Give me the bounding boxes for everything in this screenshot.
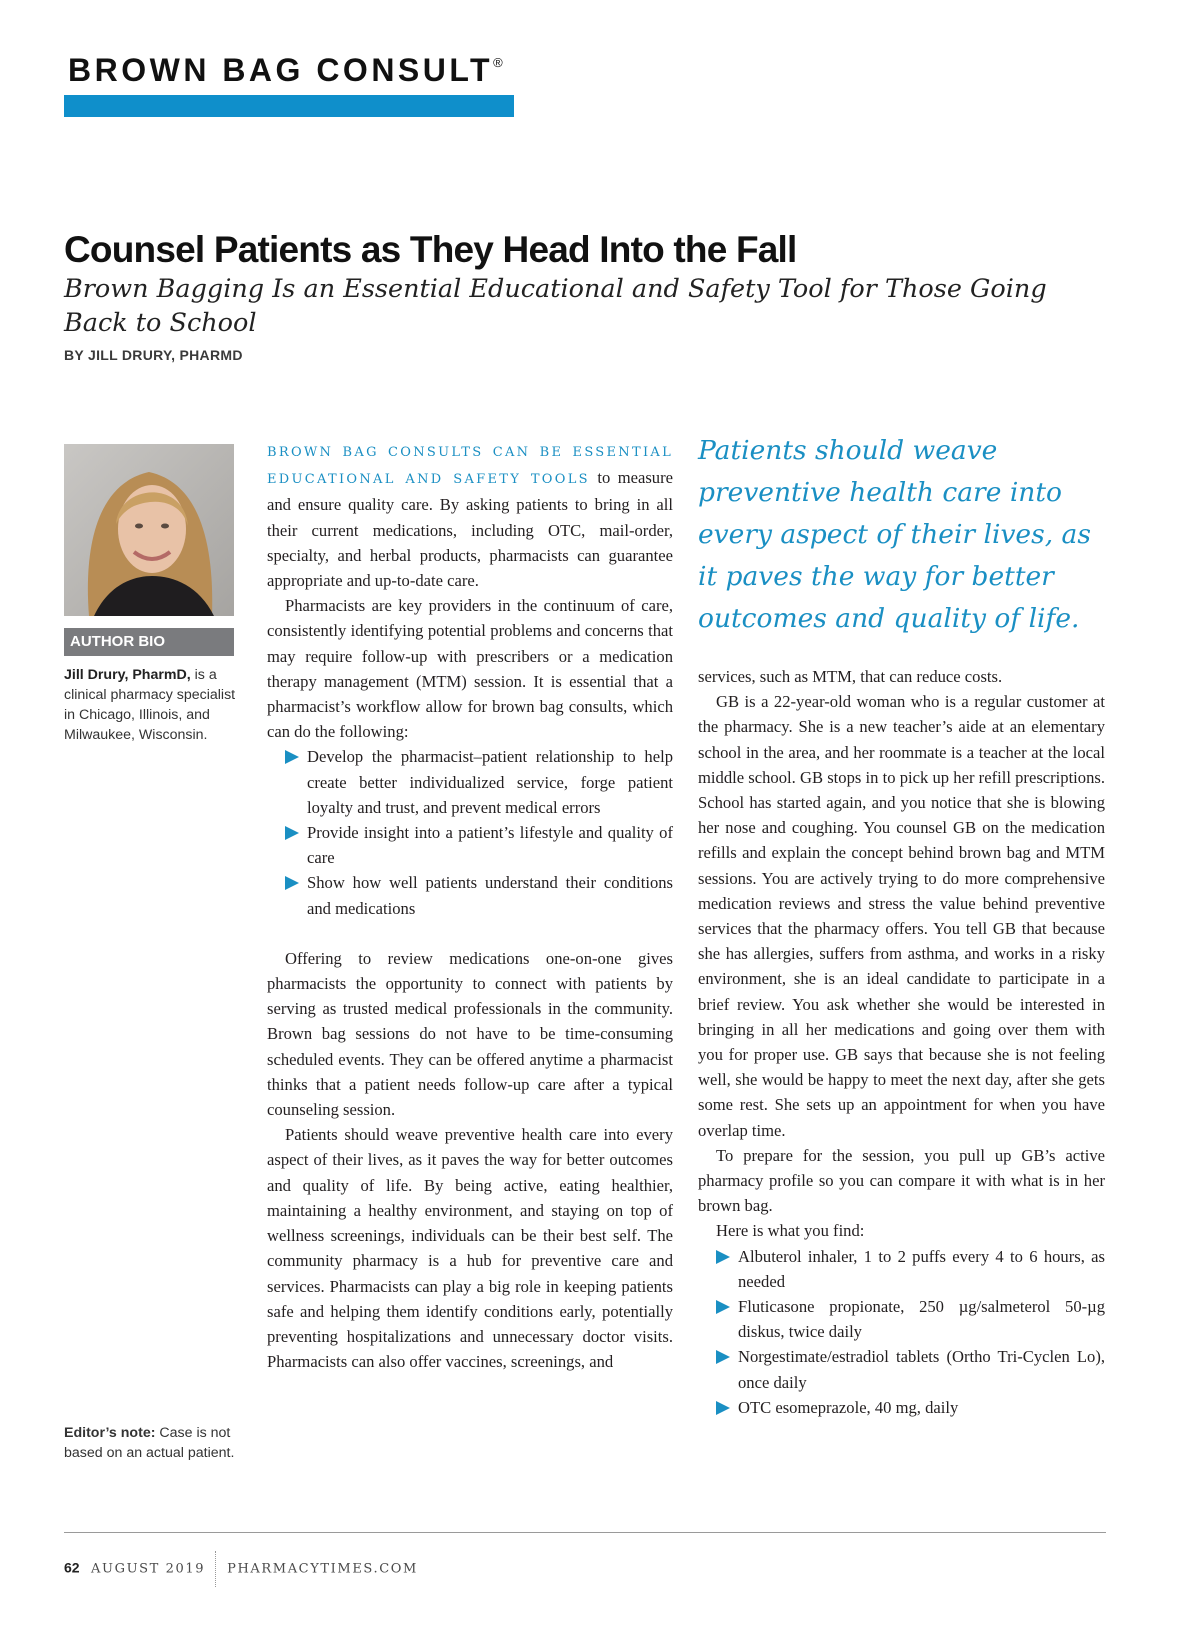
findings-intro: Here is what you find: (716, 1221, 865, 1241)
body-paragraph-6: To prepare for the session, you pull up GB’s active pharmacy profile so you can compare it with what is in her brown bag. (698, 1145, 1105, 1216)
footer-rule (64, 1532, 1106, 1533)
paragraph-1-text: to measure and ensure quality care. By asking patients to bring in all their current medications, including OTC, mail-order, specialty, and herbal products, pharmacists can guarantee appropriate and up-to-date care. (267, 468, 673, 591)
list-item (307, 870, 673, 920)
website: PHARMACYTIMES.COM (227, 1561, 418, 1577)
folio-divider (215, 1551, 217, 1587)
list-item (738, 1344, 1105, 1394)
triangle-bullet-icon (716, 1250, 730, 1264)
list-item (307, 820, 673, 870)
issue-date: AUGUST 2019 (91, 1561, 206, 1577)
body-paragraph-4-continued: services, such as MTM, that can reduce costs. (698, 667, 1003, 686)
medication-list (698, 1244, 1105, 1420)
body-column-2 (698, 664, 1105, 1420)
editor-note-label: Editor’s note: (64, 1425, 156, 1441)
body-paragraph-3: Offering to review medications one-on-one gives pharmacists the opportunity to connect with patients by serving as trusted medical professionals in the community. Brown bag sessions do not have to be time-consuming scheduled events. They can be offered anytime a pharmacist thinks that a patient needs follow-up care after a typical counseling session. (267, 948, 673, 1120)
article-subhead: Brown Bagging Is an Essential Educational and Safety Tool for Those Going Back to School (64, 274, 1047, 338)
list-item-text: Fluticasone propionate, 250 µg/salmeterol 50-µg diskus, twice daily (738, 1297, 1105, 1342)
body-paragraph-1 (267, 438, 673, 593)
kicker-text: BROWN BAG CONSULT (68, 52, 494, 88)
body-paragraph-2: Pharmacists are key providers in the continuum of care, consistently identifying potential problems and concerns that may require follow-up with prescribers or a medication therapy management (MTM) session. It is essential that a pharmacist’s workflow allow for brown bag consults, which can do the following: (267, 596, 673, 742)
list-item-text: OTC esomeprazole, 40 mg, daily (738, 1397, 959, 1417)
list-item-text: Albuterol inhaler, 1 to 2 puffs every 4 to 6 hours, as needed (738, 1246, 1105, 1291)
body-paragraph-5: GB is a 22-year-old woman who is a regular customer at the pharmacy. She is a new teacher’s aide at an elementary school in the area, and her roommate is a teacher at the local middle school. GB stops in to pick up her refill prescriptions. School has started again, and you notice that she is blowing her nose and coughing. You counsel GB on the medication refills and explain the concept behind brown bag and MTM sessions. You are actively trying to do more comprehensive medication reviews and stress the value behind preventive services that the pharmacy offers. You tell GB that because she has allergies, suffers from asthma, and works in a risky environment, she is an ideal candidate to participate in a brief review. You ask whether she would be interested in bringing in all her medications and going over them with you for proper use. GB says that because she is not feeling well, she would be happy to meet the next day, after she gets some rest. She sets up an appointment for when you have overlap time. (698, 692, 1105, 1140)
author-photo-illustration (64, 444, 234, 616)
triangle-bullet-icon (716, 1401, 730, 1415)
lead-in: BROWN BAG CONSULTS CAN BE ESSENTIAL EDUCATIONAL AND SAFETY TOOLS (267, 445, 673, 488)
author-bio (64, 665, 239, 745)
list-item-text: Norgestimate/estradiol tablets (Ortho Tri-Cyclen Lo), once daily (738, 1347, 1105, 1392)
triangle-bullet-icon (716, 1300, 730, 1314)
list-item-text: Develop the pharmacist–patient relationship to help create better individualized service, forge patient loyalty and trust, and prevent medical errors (307, 747, 673, 817)
editor-note-text: Case is not based on an actual patient. (64, 1425, 235, 1461)
list-item-text: Provide insight into a patient’s lifestyle and quality of care (307, 823, 673, 868)
author-bio-heading: AUTHOR BIO (64, 628, 234, 656)
author-photo (64, 444, 234, 616)
list-item-text: Show how well patients understand their conditions and medications (307, 873, 673, 918)
triangle-bullet-icon (285, 876, 299, 890)
registered-mark: ® (493, 55, 503, 70)
benefits-list (267, 744, 673, 920)
pull-quote: Patients should weave preventive health care into every aspect of their lives, as it paves the way for better outcomes and quality of life. (698, 435, 1091, 634)
triangle-bullet-icon (716, 1350, 730, 1364)
section-kicker (68, 52, 503, 89)
list-item (738, 1244, 1105, 1294)
article-byline: BY JILL DRURY, PHARMD (64, 347, 243, 363)
article-headline: Counsel Patients as They Head Into the Fall (64, 229, 797, 270)
page-number: 62 (64, 1559, 80, 1576)
triangle-bullet-icon (285, 750, 299, 764)
list-item (738, 1294, 1105, 1344)
kicker-accent-bar (64, 95, 514, 117)
editor-note (64, 1423, 246, 1463)
author-description: is a clinical pharmacy specialist in Chicago, Illinois, and Milwaukee, Wisconsin. (64, 667, 236, 743)
list-item (738, 1395, 1105, 1420)
body-paragraph-4: Patients should weave preventive health care into every aspect of their lives, as it paves the way for better outcomes and quality of life. By being active, eating healthier, maintaining a healthy environment, and staying on top of wellness screenings, individuals can be their best self. The community pharmacy is a hub for preventive care and services. Pharmacists can play a big role in keeping patients safe and helping them identify conditions early, potentially preventing hospitalizations and unnecessary doctor visits. Pharmacists can also offer vaccines, screenings, and (267, 1125, 673, 1372)
page-folio (64, 1551, 418, 1587)
body-column-1 (267, 438, 673, 1374)
author-name: Jill Drury, PharmD, (64, 667, 191, 683)
triangle-bullet-icon (285, 826, 299, 840)
list-item (307, 744, 673, 820)
